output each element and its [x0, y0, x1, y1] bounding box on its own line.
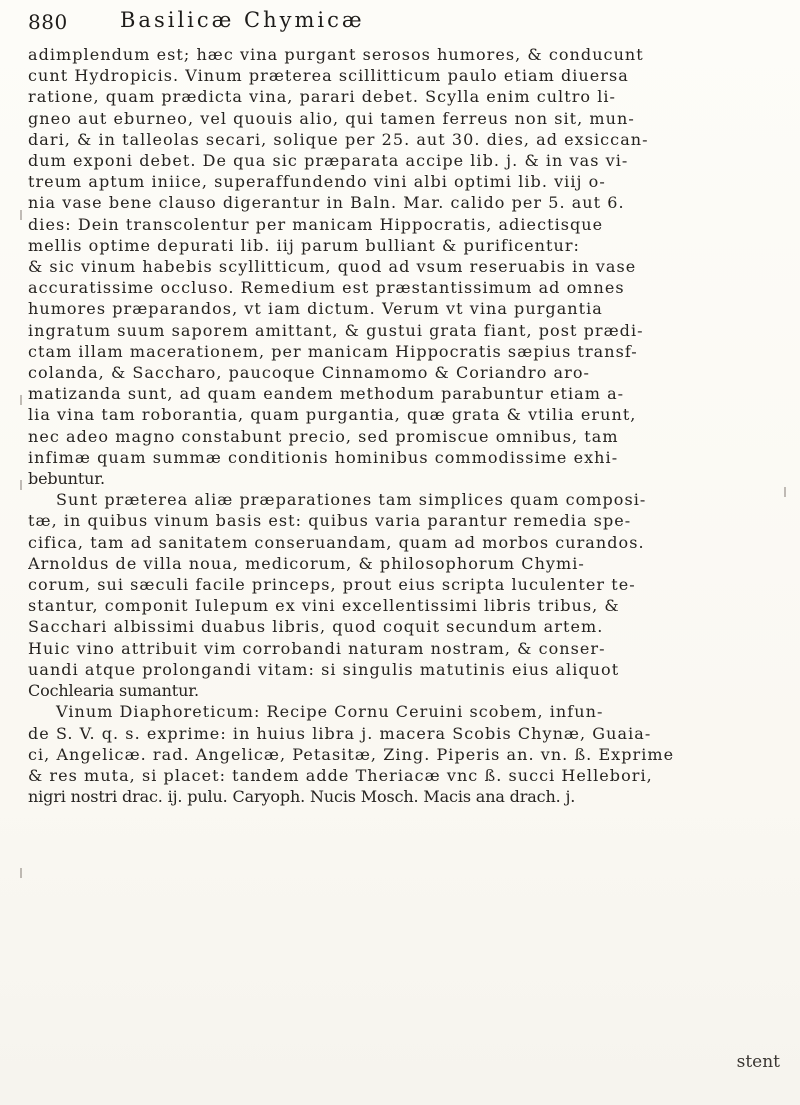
page-header [28, 8, 788, 36]
margin-mark [20, 480, 22, 490]
text-line: cifica, tam ad sanitatem conseruandam, quam ad morbos curandos. [28, 532, 645, 552]
margin-mark [20, 868, 22, 878]
text-line: humores præparandos, vt iam dictum. Verum vt vina purgantia [28, 299, 603, 319]
text-line: adimplendum est; hæc vina purgant serosos humores, & conducunt [28, 45, 644, 64]
margin-mark [20, 395, 22, 405]
text-line: corum, sui sæculi facile princeps, prout eius scripta luculenter te- [28, 575, 636, 595]
catchword: stent [736, 1052, 780, 1072]
text-line: accuratissime occluso. Remedium est præstantissimum ad omnes [28, 278, 625, 298]
text-line: colanda, & Saccharo, paucoque Cinnamomo & Coriandro aro- [28, 363, 590, 383]
paragraph-start-line: Vinum Diaphoreticum: Recipe Cornu Ceruini scobem, infun- [56, 702, 604, 722]
text-line: stantur, componit Iulepum ex vini excellentissimi libris tribus, & [28, 596, 620, 616]
paragraph-start-line: Sunt præterea aliæ præparationes tam simplices quam composi- [56, 490, 647, 510]
text-line: infimæ quam summæ conditionis hominibus commodissime exhi- [28, 447, 619, 467]
text-line: gneo aut eburneo, vel quouis alio, qui tamen ferreus non sit, mun- [28, 108, 635, 128]
text-line: treum aptum iniice, superaffundendo vini albi optimi lib. viij o- [28, 172, 606, 192]
text-line: tæ, in quibus vinum basis est: quibus varia parantur remedia spe- [28, 511, 632, 531]
text-line: nigri nostri drac. ij. pulu. Caryoph. Nucis Mosch. Macis ana drach. j. [28, 787, 576, 807]
margin-mark [20, 210, 22, 220]
text-line: bebuntur. [28, 469, 105, 489]
page-number: 880 [28, 10, 68, 34]
text-line: Sacchari albissimi duabus libris, quod coquit secundum artem. [28, 617, 604, 637]
text-line: ingratum suum saporem amittant, & gustui grata fiant, post prædi- [28, 320, 644, 340]
text-line: nec adeo magno constabunt precio, sed promiscue omnibus, tam [28, 426, 619, 446]
text-line: Huic vino attribuit vim corrobandi naturam nostram, & conser- [28, 638, 606, 658]
text-line: cunt Hydropicis. Vinum præterea scillitticum paulo etiam diuersa [28, 66, 629, 86]
text-line: ci, Angelicæ. rad. Angelicæ, Petasitæ, Zing. Piperis an. vn. ß. Exprime [28, 744, 675, 764]
text-line: dari, & in talleolas secari, solique per 25. aut 30. dies, ad exsiccan- [28, 129, 649, 149]
text-line: dum exponi debet. De qua sic præparata accipe lib. j. & in vas vi- [28, 151, 629, 171]
margin-mark [784, 487, 786, 497]
text-line: ratione, quam prædicta vina, parari debet. Scylla enim cultro li- [28, 87, 617, 107]
text-line: de S. V. q. s. exprime: in huius libra j. macera Scobis Chynæ, Guaia- [28, 723, 652, 743]
text-line: mellis optime depurati lib. iij parum bulliant & purificentur: [28, 235, 580, 255]
text-line: & res muta, si placet: tandem adde Theriacæ vnc ß. succi Hellebori, [28, 765, 653, 785]
text-line: uandi atque prolongandi vitam: si singulis matutinis eius aliquot [28, 659, 620, 679]
text-line: nia vase bene clauso digerantur in Baln. Mar. calido per 5. aut 6. [28, 193, 625, 213]
text-line: Cochlearia sumantur. [28, 681, 199, 701]
text-line: lia vina tam roborantia, quam purgantia, quæ grata & vtilia erunt, [28, 405, 637, 425]
body-text [28, 44, 768, 807]
text-line: ctam illam macerationem, per manicam Hippocratis sæpius transf- [28, 341, 638, 361]
running-title: Basilicæ Chymicæ [120, 8, 365, 32]
text-line: & sic vinum habebis scyllitticum, quod ad vsum reseruabis in vase [28, 257, 637, 277]
text-line: matizanda sunt, ad quam eandem methodum parabuntur etiam a- [28, 384, 625, 404]
text-line: Arnoldus de villa noua, medicorum, & philosophorum Chymi- [28, 553, 585, 573]
text-line: dies: Dein transcolentur per manicam Hippocratis, adiectisque [28, 214, 604, 234]
